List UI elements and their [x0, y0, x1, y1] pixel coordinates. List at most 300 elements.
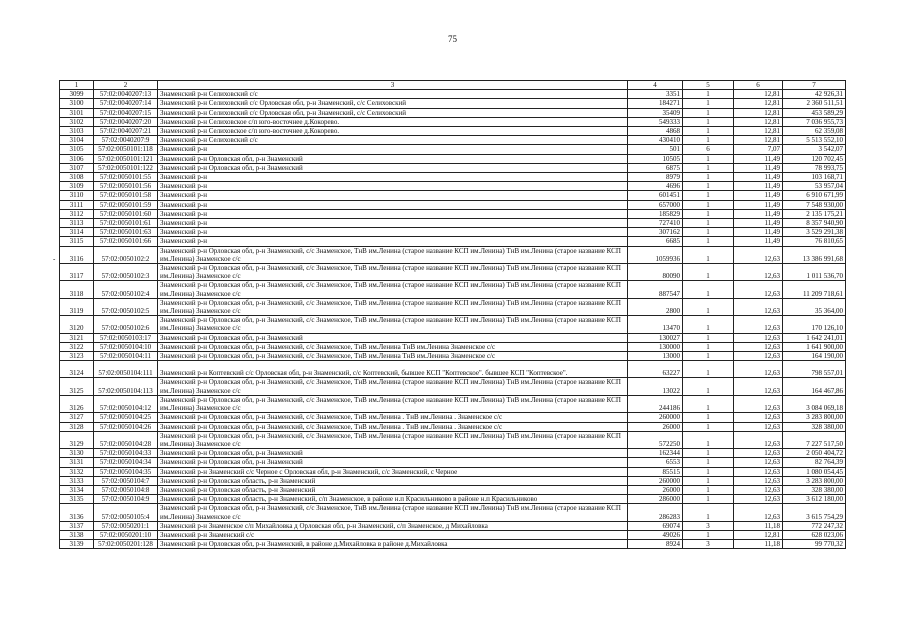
cadastral-value-cell: 7 227 517,50	[783, 431, 846, 448]
area-cell: 887547	[628, 281, 683, 298]
row-number-cell: 3136	[60, 504, 94, 521]
area-cell: 4696	[628, 182, 683, 191]
cadastral-value-cell: 3 612 180,00	[783, 495, 846, 504]
location-description-cell: Знаменский р-н Орловская обл, р-н Знаменский, с/с Знаменское, ТнВ им.Ленина (старое название КСП им.Ленина) ТнВ им.Ленина (старое название КСП им.Ленина) Знаменское с/с	[158, 431, 628, 448]
row-number-cell: 3126	[60, 395, 94, 412]
group-cell: 1	[683, 431, 734, 448]
row-number-cell: 3106	[60, 154, 94, 163]
rate-cell: 11,49	[734, 182, 783, 191]
cadastral-value-cell: 5 513 552,10	[783, 136, 846, 145]
table-row	[60, 117, 846, 126]
location-description-cell: Знаменский р-н Орловская обл, р-н Знаменский	[158, 449, 628, 458]
rate-cell: 12,63	[734, 495, 783, 504]
header-cell-3: 3	[158, 81, 628, 90]
group-cell: 1	[683, 99, 734, 108]
page-number: 75	[448, 34, 457, 44]
cadastral-number-cell: 57:02:0050101:59	[94, 200, 158, 209]
location-description-cell: Знаменский р-н Орловская обл, р-н Знаменский, с/с Знаменское, ТнВ им.Ленина ТнВ им.Ленина Знаменское с/с	[158, 352, 628, 361]
land-register-table	[53, 80, 846, 549]
row-number-cell: 3118	[60, 281, 94, 298]
cadastral-number-cell: 57:02:0050104:9	[94, 495, 158, 504]
row-number-cell: 3129	[60, 431, 94, 448]
rate-cell: 11,49	[734, 209, 783, 218]
cadastral-number-cell: 57:02:0050102:3	[94, 264, 158, 281]
area-cell: 69074	[628, 521, 683, 530]
row-number-cell: 3108	[60, 173, 94, 182]
cadastral-value-cell: 62 359,08	[783, 127, 846, 136]
cadastral-number-cell: 57:02:0050101:61	[94, 219, 158, 228]
cadastral-number-cell: 57:02:0050201:1	[94, 521, 158, 530]
header-cell-5: 5	[683, 81, 734, 90]
location-description-cell: Знаменский р-н Орловская обл, р-н Знаменский, с/с Знаменское, ТнВ им.Ленина . ТнВ им.Ленина . Знаменское с/с	[158, 413, 628, 422]
location-description-cell: Знаменский р-н Орловская обл, р-н Знаменский, с/с Знаменское, ТнВ им.Ленина (старое название КСП им.Ленина) ТнВ им.Ленина (старое название КСП им.Ленина) Знаменское с/с	[158, 316, 628, 333]
cadastral-number-cell: 57:02:0040207:14	[94, 99, 158, 108]
area-cell: 430410	[628, 136, 683, 145]
rate-cell: 12,63	[734, 264, 783, 281]
header-cell-4: 4	[628, 81, 683, 90]
rate-cell: 11,49	[734, 219, 783, 228]
cadastral-value-cell: 82 764,39	[783, 458, 846, 467]
group-cell: 1	[683, 504, 734, 521]
area-cell: 2800	[628, 298, 683, 315]
row-number-cell: 3138	[60, 530, 94, 539]
table-row	[60, 530, 846, 539]
cadastral-value-cell: 53 957,04	[783, 182, 846, 191]
cadastral-number-cell: 57:02:0050101:122	[94, 163, 158, 172]
table-row	[60, 458, 846, 467]
header-cell-1: 1	[60, 81, 94, 90]
area-cell: 260000	[628, 413, 683, 422]
location-description-cell: Знаменский р-н	[158, 219, 628, 228]
area-cell: 657000	[628, 200, 683, 209]
rate-cell: 12,63	[734, 316, 783, 333]
row-number-cell: 3125	[60, 378, 94, 395]
row-number-cell: 3117	[60, 264, 94, 281]
location-description-cell: Знаменский р-н Орловская обл, р-н Знаменский, с/с Знаменское, ТнВ им.Ленина . ТнВ им.Ленина . Знаменское с/с	[158, 422, 628, 431]
location-description-cell: Знаменский р-н Орловская обл, р-н Знаменский, с/с Знаменское, ТнВ им.Ленина (старое название КСП им.Ленина) ТнВ им.Ленина (старое название КСП им.Ленина) Знаменское с/с	[158, 298, 628, 315]
location-description-cell: Знаменский р-н	[158, 191, 628, 200]
row-number-cell: 3135	[60, 495, 94, 504]
area-cell: 80090	[628, 264, 683, 281]
cadastral-number-cell: 57:02:0050104:25	[94, 413, 158, 422]
rate-cell: 12,63	[734, 485, 783, 494]
table-row	[60, 495, 846, 504]
table-row	[60, 342, 846, 351]
location-description-cell: Знаменский р-н Орловская обл, р-н Знаменский	[158, 333, 628, 342]
group-cell: 1	[683, 200, 734, 209]
group-cell: 1	[683, 281, 734, 298]
cadastral-value-cell: 35 364,00	[783, 298, 846, 315]
group-cell: 1	[683, 219, 734, 228]
area-cell: 6553	[628, 458, 683, 467]
location-description-cell: Знаменский р-н	[158, 145, 628, 154]
row-number-cell: 3123	[60, 352, 94, 361]
cadastral-value-cell: 328 380,00	[783, 422, 846, 431]
rate-cell: 11,18	[734, 521, 783, 530]
cadastral-number-cell: 57:02:0050101:118	[94, 145, 158, 154]
group-cell: 1	[683, 476, 734, 485]
location-description-cell: Знаменский р-н Орловская обл, р-н Знаменский, с/с Знаменское, ТнВ им.Ленина (старое название КСП им.Ленина) ТнВ им.Ленина (старое название КСП им.Ленина) Знаменское с/с	[158, 246, 628, 263]
cadastral-number-cell: 57:02:0050104:34	[94, 458, 158, 467]
cadastral-value-cell: 7 548 930,00	[783, 200, 846, 209]
group-cell: 1	[683, 378, 734, 395]
group-cell: 1	[683, 449, 734, 458]
group-cell: 1	[683, 298, 734, 315]
group-cell: 1	[683, 333, 734, 342]
row-number-cell: 3116 -	[60, 246, 94, 263]
area-cell: 85515	[628, 467, 683, 476]
area-cell: 184271	[628, 99, 683, 108]
cadastral-value-cell: 13 386 991,68	[783, 246, 846, 263]
cadastral-value-cell: 3 283 800,00	[783, 476, 846, 485]
rate-cell: 11,49	[734, 237, 783, 246]
location-description-cell: Знаменский р-н Селиховский с/с	[158, 136, 628, 145]
header-cell-7: 7	[783, 81, 846, 90]
location-description-cell: Знаменский р-н Орловская обл, р-н Знаменский, с/с Знаменское, ТнВ им.Ленина (старое название КСП им.Ленина) ТнВ им.Ленина (старое название КСП им.Ленина) Знаменское с/с	[158, 395, 628, 412]
row-number-cell: 3128	[60, 422, 94, 431]
area-cell: 8924	[628, 540, 683, 549]
margin-mark: -	[53, 254, 56, 263]
cadastral-value-cell: 328 380,00	[783, 485, 846, 494]
cadastral-value-cell: 772 247,32	[783, 521, 846, 530]
table-row	[60, 352, 846, 361]
group-cell: 1	[683, 108, 734, 117]
cadastral-value-cell: 3 283 800,00	[783, 413, 846, 422]
cadastral-number-cell: 57:02:0050103:17	[94, 333, 158, 342]
location-description-cell: Знаменский р-н	[158, 209, 628, 218]
table-row	[60, 219, 846, 228]
location-description-cell: Знаменский р-н Орловская область, р-н Знаменский, с/п Знаменское, в районе н.п Красильниково в районе н.п Красильниково	[158, 495, 628, 504]
location-description-cell: Знаменский р-н	[158, 182, 628, 191]
location-description-cell: Знаменский р-н Орловская обл, р-н Знаменский, с/с Знаменское, ТнВ им.Ленина (старое название КСП им.Ленина) ТнВ им.Ленина (старое название КСП им.Ленина) Знаменское с/с	[158, 264, 628, 281]
location-description-cell: Знаменский р-н Орловская обл, р-н Знаменский, с/с Знаменское, ТнВ им.Ленина (старое название КСП им.Ленина) ТнВ им.Ленина (старое название КСП им.Ленина) Знаменское с/с	[158, 281, 628, 298]
cadastral-number-cell: 57:02:0050201:10	[94, 530, 158, 539]
location-description-cell: Знаменский р-н Орловская обл, р-н Знаменский, с/с Знаменское, ТнВ им.Ленина ТнВ им.Ленина Знаменское с/с	[158, 342, 628, 351]
cadastral-number-cell: 57:02:0050104:33	[94, 449, 158, 458]
rate-cell: 11,49	[734, 200, 783, 209]
rate-cell: 12,81	[734, 117, 783, 126]
cadastral-value-cell: 164 190,00	[783, 352, 846, 361]
location-description-cell: Знаменский р-н Коптевский с/с Орловская обл, р-н Знаменский, с/с Коптевский, бывшее КСП "Коптевское". бывшее КСП "Коптевское".	[158, 361, 628, 378]
table-row	[60, 108, 846, 117]
area-cell: 13470	[628, 316, 683, 333]
rate-cell: 12,63	[734, 431, 783, 448]
cadastral-value-cell: 170 126,10	[783, 316, 846, 333]
rate-cell: 12,63	[734, 333, 783, 342]
area-cell: 572250	[628, 431, 683, 448]
area-cell: 26000	[628, 422, 683, 431]
rate-cell: 11,49	[734, 191, 783, 200]
table-row	[60, 521, 846, 530]
area-cell: 307162	[628, 228, 683, 237]
group-cell: 1	[683, 90, 734, 99]
cadastral-value-cell: 120 702,45	[783, 154, 846, 163]
table-row	[60, 237, 846, 246]
cadastral-number-cell: 57:02:0050104:111	[94, 361, 158, 378]
row-number-cell: 3105	[60, 145, 94, 154]
cadastral-value-cell: 164 467,86	[783, 378, 846, 395]
row-number-cell: 3119	[60, 298, 94, 315]
rate-cell: 12,63	[734, 458, 783, 467]
cadastral-number-cell: 57:02:0050104:113	[94, 378, 158, 395]
table-row	[60, 378, 846, 395]
cadastral-value-cell: 2 360 511,51	[783, 99, 846, 108]
cadastral-number-cell: 57:02:0050104:8	[94, 485, 158, 494]
rate-cell: 11,49	[734, 173, 783, 182]
rate-cell: 12,63	[734, 246, 783, 263]
rate-cell: 11,49	[734, 163, 783, 172]
table-row	[60, 182, 846, 191]
location-description-cell: Знаменский р-н Селиховское с/п юго-восточнее д.Кокорево.	[158, 127, 628, 136]
rate-cell: 11,49	[734, 228, 783, 237]
cadastral-value-cell: 3 615 754,29	[783, 504, 846, 521]
area-cell: 63227	[628, 361, 683, 378]
location-description-cell: Знаменский р-н Орловская обл, р-н Знаменский	[158, 163, 628, 172]
cadastral-number-cell: 57:02:0040207:9	[94, 136, 158, 145]
location-description-cell: Знаменский р-н Селиховский с/с	[158, 90, 628, 99]
cadastral-value-cell: 1 642 241,01	[783, 333, 846, 342]
group-cell: 3	[683, 521, 734, 530]
group-cell: 1	[683, 246, 734, 263]
rate-cell: 12,81	[734, 108, 783, 117]
cadastral-number-cell: 57:02:0050104:7	[94, 476, 158, 485]
cadastral-value-cell: 103 168,71	[783, 173, 846, 182]
row-number-cell: 3110	[60, 191, 94, 200]
location-description-cell: Знаменский р-н Селиховский с/с Орловская обл, р-н Знаменский, с/с Селиховский	[158, 99, 628, 108]
location-description-cell: Знаменский р-н Орловская обл, р-н Знаменский, с/с Знаменское, ТнВ им.Ленина (старое название КСП им.Ленина) ТнВ им.Ленина (старое название КСП им.Ленина) Знаменское с/с	[158, 378, 628, 395]
location-description-cell: Знаменский р-н Селиховский с/с Орловская обл, р-н Знаменский, с/с Селиховский	[158, 108, 628, 117]
cadastral-value-cell: 453 589,29	[783, 108, 846, 117]
area-cell: 13022	[628, 378, 683, 395]
header-cell-6: 6	[734, 81, 783, 90]
group-cell: 1	[683, 209, 734, 218]
row-number-cell: 3133	[60, 476, 94, 485]
cadastral-number-cell: 57:02:0050104:26	[94, 422, 158, 431]
cadastral-value-cell: 3 529 291,38	[783, 228, 846, 237]
cadastral-value-cell: 8 357 940,90	[783, 219, 846, 228]
area-cell: 4868	[628, 127, 683, 136]
table-row	[60, 136, 846, 145]
rate-cell: 12,63	[734, 504, 783, 521]
rate-cell: 7,07	[734, 145, 783, 154]
rate-cell: 12,63	[734, 378, 783, 395]
area-cell: 130027	[628, 333, 683, 342]
area-cell: 10505	[628, 154, 683, 163]
cadastral-value-cell: 6 910 671,99	[783, 191, 846, 200]
table-row	[60, 173, 846, 182]
table-row	[60, 449, 846, 458]
area-cell: 162344	[628, 449, 683, 458]
group-cell: 1	[683, 127, 734, 136]
rate-cell: 12,63	[734, 422, 783, 431]
group-cell: 1	[683, 485, 734, 494]
cadastral-number-cell: 57:02:0040207:20	[94, 117, 158, 126]
area-cell: 549333	[628, 117, 683, 126]
cadastral-value-cell: 78 993,75	[783, 163, 846, 172]
row-number-cell: 3099	[60, 90, 94, 99]
cadastral-number-cell: 57:02:0050104:11	[94, 352, 158, 361]
group-cell: 1	[683, 316, 734, 333]
area-cell: 727410	[628, 219, 683, 228]
row-number-cell: 3100	[60, 99, 94, 108]
area-cell: 601451	[628, 191, 683, 200]
table-row	[60, 395, 846, 412]
group-cell: 1	[683, 361, 734, 378]
row-number-cell: 3130	[60, 449, 94, 458]
row-number-cell: 3114	[60, 228, 94, 237]
table-header-row	[60, 81, 846, 90]
location-description-cell: Знаменский р-н Орловская обл, р-н Знаменский, с/с Знаменское, ТнВ им.Ленина (старое название КСП им.Ленина) ТнВ им.Ленина (старое название КСП им.Ленина) Знаменское с/с	[158, 504, 628, 521]
row-number-cell: 3137	[60, 521, 94, 530]
cadastral-number-cell: 57:02:0050101:56	[94, 182, 158, 191]
row-number-cell: 3107	[60, 163, 94, 172]
rate-cell: 12,81	[734, 127, 783, 136]
group-cell: 1	[683, 458, 734, 467]
area-cell: 3351	[628, 90, 683, 99]
group-cell: 1	[683, 182, 734, 191]
row-number-cell: 3102	[60, 117, 94, 126]
table-row	[60, 485, 846, 494]
group-cell: 1	[683, 352, 734, 361]
row-number-cell: 3132	[60, 467, 94, 476]
cadastral-value-cell: 42 926,31	[783, 90, 846, 99]
table-row	[60, 431, 846, 448]
cadastral-number-cell: 57:02:0050101:60	[94, 209, 158, 218]
area-cell: 13000	[628, 352, 683, 361]
table-row	[60, 90, 846, 99]
cadastral-number-cell: 57:02:0050102:6	[94, 316, 158, 333]
rate-cell: 12,63	[734, 467, 783, 476]
table-row	[60, 540, 846, 549]
rate-cell: 12,63	[734, 281, 783, 298]
cadastral-value-cell: 76 810,65	[783, 237, 846, 246]
cadastral-number-cell: 57:02:0040207:15	[94, 108, 158, 117]
cadastral-value-cell: 798 557,01	[783, 361, 846, 378]
cadastral-number-cell: 57:02:0050104:28	[94, 431, 158, 448]
group-cell: 1	[683, 342, 734, 351]
table-row	[60, 246, 846, 263]
cadastral-value-cell: 1 080 054,45	[783, 467, 846, 476]
area-cell: 1059936	[628, 246, 683, 263]
area-cell: 286000	[628, 495, 683, 504]
location-description-cell: Знаменский р-н Знаменский с/с	[158, 530, 628, 539]
area-cell: 35409	[628, 108, 683, 117]
location-description-cell: Знаменский р-н	[158, 237, 628, 246]
area-cell: 260000	[628, 476, 683, 485]
group-cell: 1	[683, 136, 734, 145]
location-description-cell: Знаменский р-н Орловская обл, р-н Знаменский	[158, 458, 628, 467]
table-row	[60, 281, 846, 298]
table-row	[60, 264, 846, 281]
row-number-cell: 3112	[60, 209, 94, 218]
row-number-cell: 3121	[60, 333, 94, 342]
cadastral-value-cell: 11 209 718,61	[783, 281, 846, 298]
cadastral-number-cell: 57:02:0040207:21	[94, 127, 158, 136]
table-row	[60, 316, 846, 333]
area-cell: 8979	[628, 173, 683, 182]
cadastral-number-cell: 57:02:0050201:128	[94, 540, 158, 549]
table-row	[60, 422, 846, 431]
table-row	[60, 298, 846, 315]
group-cell: 1	[683, 237, 734, 246]
cadastral-value-cell: 2 050 404,72	[783, 449, 846, 458]
row-number-cell: 3115	[60, 237, 94, 246]
cadastral-number-cell: 57:02:0050104:35	[94, 467, 158, 476]
cadastral-number-cell: 57:02:0050101:63	[94, 228, 158, 237]
cadastral-number-cell: 57:02:0050105:4	[94, 504, 158, 521]
table-row	[60, 200, 846, 209]
group-cell: 1	[683, 413, 734, 422]
location-description-cell: Знаменский р-н Селиховское с/п юго-восточнее д.Кокорево.	[158, 117, 628, 126]
cadastral-number-cell: 57:02:0050101:55	[94, 173, 158, 182]
rate-cell: 12,63	[734, 449, 783, 458]
group-cell: 1	[683, 467, 734, 476]
location-description-cell: Знаменский р-н Орловская область, р-н Знаменский	[158, 476, 628, 485]
rate-cell: 12,63	[734, 298, 783, 315]
area-cell: 244186	[628, 395, 683, 412]
rate-cell: 12,81	[734, 90, 783, 99]
table-row	[60, 191, 846, 200]
row-number-cell: 3109	[60, 182, 94, 191]
cadastral-value-cell: 628 023,06	[783, 530, 846, 539]
location-description-cell: Знаменский р-н	[158, 228, 628, 237]
rate-cell: 12,63	[734, 361, 783, 378]
table-row	[60, 127, 846, 136]
row-number-cell: 3113	[60, 219, 94, 228]
row-number-cell: 3124	[60, 361, 94, 378]
cadastral-value-cell: 7 036 955,73	[783, 117, 846, 126]
group-cell: 6	[683, 145, 734, 154]
row-number-cell: 3103	[60, 127, 94, 136]
cadastral-value-cell: 1 011 536,70	[783, 264, 846, 281]
row-number-cell: 3120	[60, 316, 94, 333]
group-cell: 1	[683, 154, 734, 163]
rate-cell: 12,63	[734, 352, 783, 361]
cadastral-value-cell: 99 770,32	[783, 540, 846, 549]
cadastral-number-cell: 57:02:0050101:66	[94, 237, 158, 246]
location-description-cell: Знаменский р-н Орловская обл, р-н Знаменский, в районе д.Михайловка в районе д.Михайловка	[158, 540, 628, 549]
rate-cell: 12,81	[734, 530, 783, 539]
row-number-cell: 3101	[60, 108, 94, 117]
group-cell: 1	[683, 264, 734, 281]
table-row	[60, 163, 846, 172]
row-number-cell: 3131	[60, 458, 94, 467]
table-row	[60, 333, 846, 342]
rate-cell: 12,81	[734, 99, 783, 108]
table-row	[60, 504, 846, 521]
group-cell: 1	[683, 395, 734, 412]
area-cell: 6685	[628, 237, 683, 246]
area-cell: 185829	[628, 209, 683, 218]
table-row	[60, 154, 846, 163]
table-row	[60, 99, 846, 108]
area-cell: 501	[628, 145, 683, 154]
header-cell-2: 2	[94, 81, 158, 90]
row-number-cell: 3134	[60, 485, 94, 494]
table-body	[53, 90, 846, 549]
cadastral-number-cell: 57:02:0050104:10	[94, 342, 158, 351]
cadastral-value-cell: 3 542,07	[783, 145, 846, 154]
cadastral-value-cell: 2 135 175,21	[783, 209, 846, 218]
location-description-cell: Знаменский р-н Знаменский с/с Черное с Орловская обл, р-н Знаменский, с/с Знаменский, с Черное	[158, 467, 628, 476]
rate-cell: 12,81	[734, 136, 783, 145]
cadastral-number-cell: 57:02:0040207:13	[94, 90, 158, 99]
group-cell: 1	[683, 173, 734, 182]
row-number-cell: 3127	[60, 413, 94, 422]
cadastral-number-cell: 57:02:0050102:4	[94, 281, 158, 298]
area-cell: 49026	[628, 530, 683, 539]
table-row	[60, 209, 846, 218]
